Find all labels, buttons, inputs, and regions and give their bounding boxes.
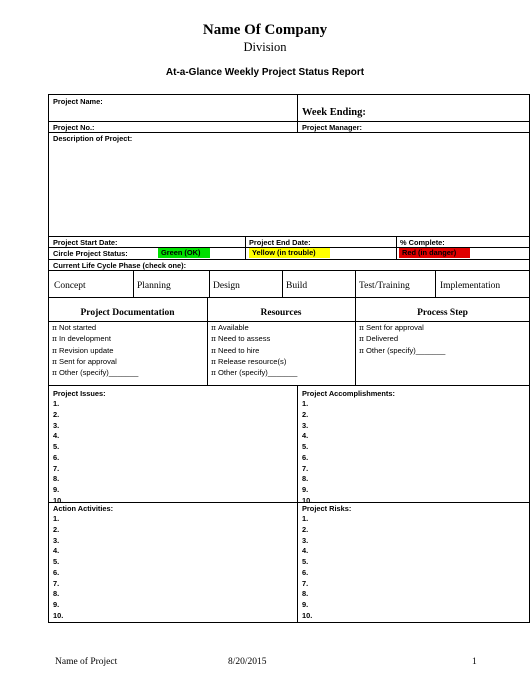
list-item-number: 1. — [302, 514, 309, 523]
list-item-number: 2. — [302, 524, 309, 534]
list-item-number: 5. — [302, 442, 309, 451]
checklist-item-label: Other (specify)_______ — [59, 368, 139, 378]
divider — [48, 270, 530, 271]
checkbox-bullet-icon: π — [211, 345, 216, 355]
divider — [297, 385, 298, 623]
list-item-number: 8. — [53, 589, 60, 599]
list-item-number: 10. — [302, 495, 313, 505]
list-item-number: 4. — [302, 546, 309, 556]
checkbox-bullet-icon: π — [52, 368, 57, 378]
divider — [48, 132, 530, 133]
phase-test-training[interactable]: Test/Training — [359, 281, 410, 291]
divider — [48, 121, 530, 122]
checklist-item[interactable] — [52, 346, 113, 355]
checklist-item[interactable] — [211, 334, 270, 343]
list-item-number: 7. — [53, 463, 60, 473]
list-item-number: 6. — [53, 452, 60, 462]
col-header-process: Process Step — [417, 308, 468, 318]
action-activities-label: Action Activities: — [53, 504, 114, 513]
list-item-number: 9. — [302, 600, 309, 609]
divider — [48, 321, 530, 322]
list-item-number: 6. — [302, 452, 309, 462]
project-manager-label: Project Manager: — [302, 123, 362, 132]
list-item-number: 4. — [53, 431, 60, 441]
checklist-item-label: Revision update — [59, 345, 114, 355]
divider — [297, 121, 298, 132]
phase-planning[interactable]: Planning — [137, 281, 171, 291]
percent-complete-label: % Complete: — [400, 238, 445, 247]
checkbox-bullet-icon: π — [211, 368, 216, 378]
checkbox-bullet-icon: π — [52, 356, 57, 366]
footer-project-name: Name of Project — [55, 657, 118, 667]
checkbox-bullet-icon: π — [359, 334, 364, 344]
list-item-number: 3. — [53, 420, 60, 430]
list-item-number: 10. — [53, 610, 64, 620]
checkbox-bullet-icon: π — [211, 356, 216, 366]
checkbox-bullet-icon: π — [211, 323, 216, 332]
list-item-number: 4. — [302, 431, 309, 441]
list-item-number: 2. — [302, 409, 309, 419]
list-item-number: 5. — [302, 557, 309, 566]
checklist-item-label: Delivered — [366, 334, 399, 344]
list-item-number: 5. — [53, 557, 60, 566]
report-title: At-a-Glance Weekly Project Status Report — [165, 67, 365, 78]
list-item-number: 7. — [302, 578, 309, 588]
col-header-resources: Resources — [260, 308, 302, 318]
status-badge-red[interactable]: Red (in danger) — [399, 248, 470, 258]
list-item-number: 2. — [53, 409, 60, 419]
checklist-item[interactable] — [52, 334, 111, 343]
list-item-number: 7. — [302, 463, 309, 473]
list-item-number: 6. — [53, 567, 60, 577]
checkbox-bullet-icon: π — [211, 334, 216, 344]
list-item-number: 9. — [53, 600, 60, 609]
checkbox-bullet-icon: π — [52, 334, 57, 344]
checklist-item-label: Other (specify)_______ — [366, 345, 446, 355]
divider — [48, 502, 530, 503]
checklist-item-label: Need to assess — [218, 334, 271, 344]
project-no-label: Project No.: — [53, 123, 95, 132]
list-item-number: 8. — [302, 474, 309, 484]
phase-build[interactable]: Build — [286, 281, 308, 291]
checklist-item[interactable] — [52, 368, 138, 377]
checkbox-bullet-icon: π — [359, 323, 364, 332]
checkbox-bullet-icon: π — [359, 345, 364, 355]
list-item-number: 10. — [53, 495, 64, 505]
current-phase-label: Current Life Cycle Phase (check one): — [53, 261, 187, 270]
divider — [133, 270, 134, 297]
col-header-documentation: Project Documentation — [80, 308, 175, 318]
divider — [282, 270, 283, 297]
list-item-number: 8. — [53, 474, 60, 484]
checklist-item-label: Available — [218, 323, 249, 332]
list-item-number: 9. — [302, 485, 309, 494]
divider — [48, 259, 530, 260]
footer-page-number: 1 — [472, 657, 477, 667]
divider — [297, 94, 298, 121]
checklist-item-label: Release resource(s) — [218, 356, 287, 366]
circle-status-label: Circle Project Status: — [53, 249, 128, 258]
list-item-number: 3. — [302, 420, 309, 430]
phase-design[interactable]: Design — [213, 281, 240, 291]
phase-implementation[interactable]: Implementation — [440, 281, 501, 291]
description-label: Description of Project: — [53, 134, 133, 143]
list-item-number: 1. — [53, 514, 60, 523]
checklist-item-label: Sent for approval — [59, 356, 117, 366]
footer-date: 8/20/2015 — [228, 657, 267, 667]
list-item-number: 3. — [53, 535, 60, 545]
checkbox-bullet-icon: π — [52, 323, 57, 332]
list-item-number: 1. — [53, 399, 60, 408]
list-item-number: 5. — [53, 442, 60, 451]
status-badge-yellow[interactable]: Yellow (in trouble) — [249, 248, 330, 258]
checklist-item[interactable] — [52, 357, 117, 366]
checklist-item-label: Sent for approval — [366, 323, 424, 332]
week-ending-label: Week Ending: — [302, 107, 366, 118]
division-name: Division — [243, 40, 287, 54]
divider — [48, 297, 530, 298]
checklist-item-label: Not started — [59, 323, 97, 332]
list-item-number: 10. — [302, 610, 313, 620]
project-accomplishments-label: Project Accomplishments: — [302, 389, 395, 398]
checklist-item-label: In development — [59, 334, 111, 344]
divider — [435, 270, 436, 297]
checklist-item[interactable] — [211, 346, 259, 355]
list-item-number: 6. — [302, 567, 309, 577]
divider — [209, 270, 210, 297]
checkbox-bullet-icon: π — [52, 345, 57, 355]
company-name: Name Of Company — [202, 22, 328, 38]
list-item-number: 8. — [302, 589, 309, 599]
end-date-label: Project End Date: — [249, 238, 311, 247]
checklist-item[interactable] — [359, 323, 424, 332]
project-name-label: Project Name: — [53, 97, 103, 106]
project-issues-label: Project Issues: — [53, 389, 106, 398]
project-risks-label: Project Risks: — [302, 504, 352, 513]
phase-concept[interactable]: Concept — [54, 281, 86, 291]
status-form — [48, 94, 530, 623]
checklist-item[interactable] — [211, 323, 249, 332]
list-item-number: 7. — [53, 578, 60, 588]
list-item-number: 2. — [53, 524, 60, 534]
checklist-item[interactable] — [359, 346, 445, 355]
checklist-item[interactable] — [359, 334, 398, 343]
status-badge-green[interactable]: Green (OK) — [158, 248, 210, 258]
start-date-label: Project Start Date: — [53, 238, 118, 247]
checklist-item-label: Need to hire — [218, 345, 260, 355]
checklist-item-label: Other (specify)_______ — [218, 368, 298, 378]
divider — [48, 385, 530, 386]
checklist-item[interactable] — [211, 368, 297, 377]
checklist-item[interactable] — [52, 323, 96, 332]
list-item-number: 4. — [53, 546, 60, 556]
list-item-number: 3. — [302, 535, 309, 545]
list-item-number: 9. — [53, 485, 60, 494]
divider — [48, 236, 530, 237]
list-item-number: 1. — [302, 399, 309, 408]
checklist-item[interactable] — [211, 357, 286, 366]
divider — [355, 270, 356, 297]
